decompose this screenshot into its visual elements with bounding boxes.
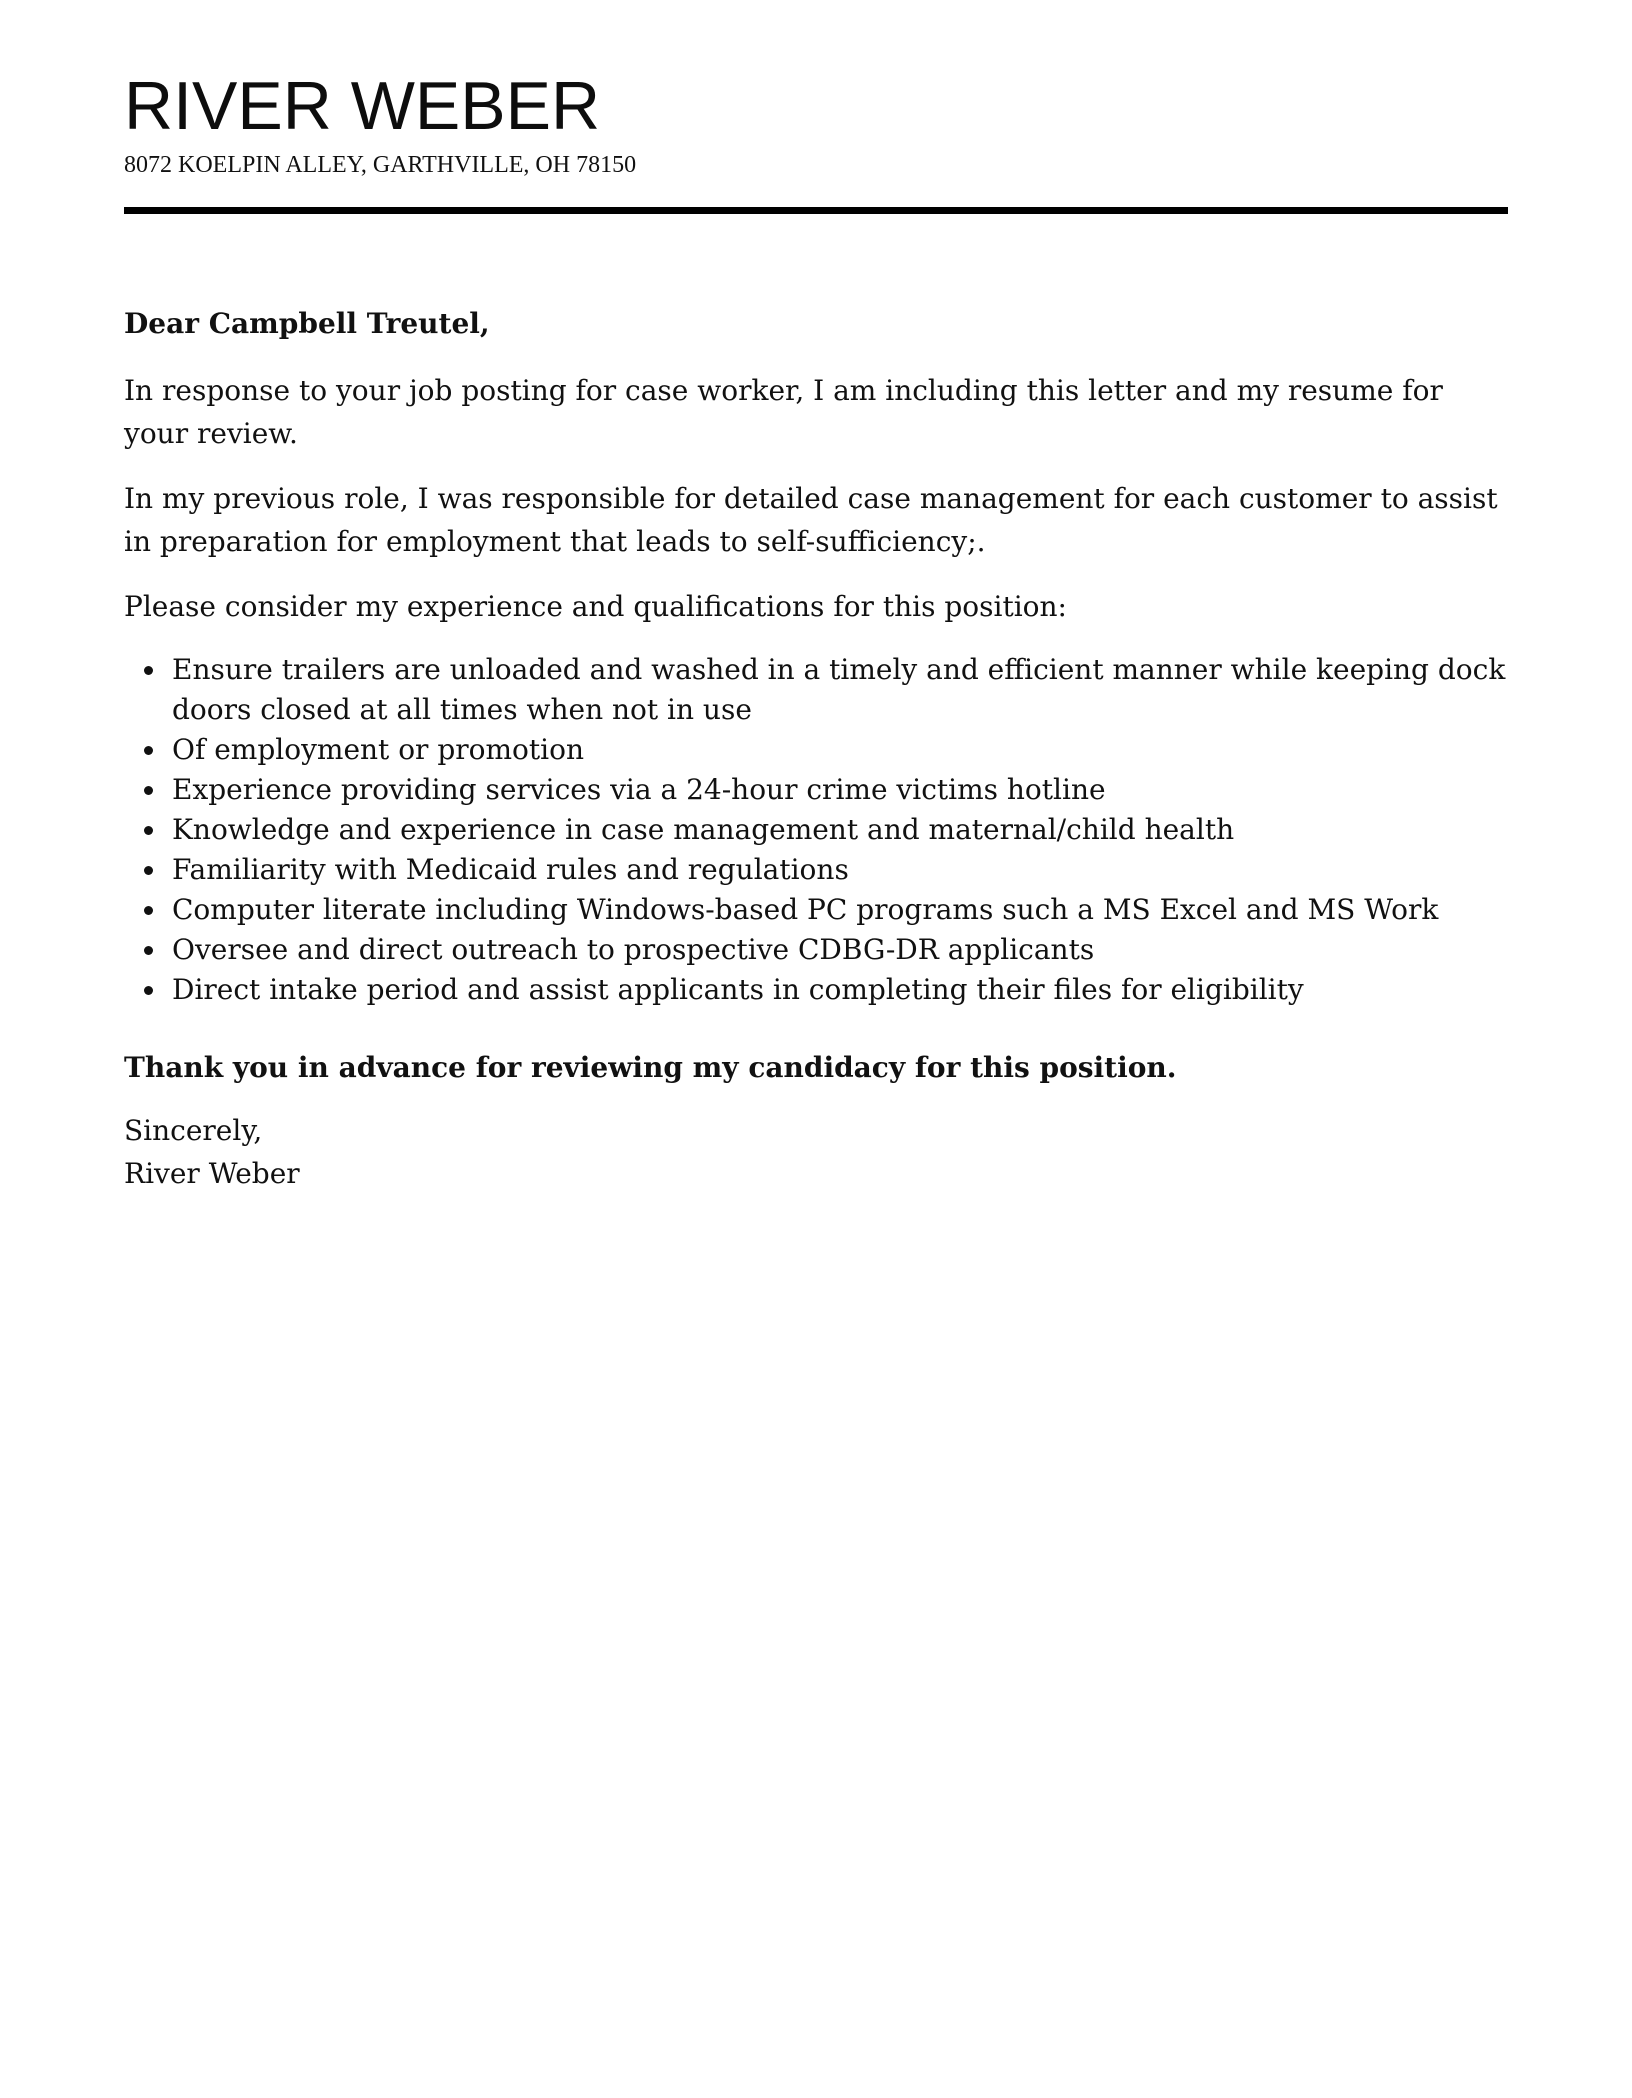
list-item (172, 930, 1508, 970)
bullet-icon (144, 786, 153, 795)
list-item-text: Ensure trailers are unloaded and washed in a timely and efficient manner while keeping dock doors closed at all times when not in use (172, 653, 1506, 726)
list-item (172, 850, 1508, 890)
letter-body (124, 302, 1508, 1195)
list-item-text: Direct intake period and assist applicants in completing their files for eligibility (172, 973, 1304, 1006)
valediction: Sincerely, (124, 1114, 263, 1147)
letter-greeting: Dear Campbell Treutel, (124, 307, 490, 340)
bullet-icon (144, 906, 153, 915)
experience-paragraph: In my previous role, I was responsible for detailed case management for each customer to assist in preparation for employment that leads to self-sufficiency;. (124, 482, 1498, 558)
applicant-address: 8072 KOELPIN ALLEY, GARTHVILLE, OH 78150 (124, 152, 637, 178)
list-item-text: Familiarity with Medicaid rules and regulations (172, 853, 849, 886)
list-item-text: Oversee and direct outreach to prospective CDBG-DR applicants (172, 933, 1095, 966)
list-item (172, 970, 1508, 1010)
bullet-icon (144, 746, 153, 755)
bullet-icon (144, 666, 153, 675)
bullet-icon (144, 866, 153, 875)
bullet-icon (144, 986, 153, 995)
list-item (172, 650, 1508, 730)
list-item (172, 770, 1508, 810)
list-item (172, 890, 1508, 930)
qualifications-list (124, 650, 1508, 1010)
closing-statement: Thank you in advance for reviewing my candidacy for this position. (124, 1051, 1177, 1084)
list-item (172, 810, 1508, 850)
bullet-icon (144, 826, 153, 835)
list-item-text: Knowledge and experience in case management and maternal/child health (172, 813, 1235, 846)
list-item-text: Experience providing services via a 24-hour crime victims hotline (172, 773, 1106, 806)
list-item-text: Computer literate including Windows-based PC programs such a MS Excel and MS Work (172, 893, 1439, 926)
signature-name: River Weber (124, 1157, 300, 1190)
applicant-name: RIVER WEBER (124, 68, 601, 144)
qualifications-lead-in: Please consider my experience and qualifications for this position: (124, 590, 1067, 623)
list-item-text: Of employment or promotion (172, 733, 585, 766)
header-divider (124, 207, 1508, 214)
intro-paragraph: In response to your job posting for case worker, I am including this letter and my resume for your review. (124, 374, 1443, 450)
bullet-icon (144, 946, 153, 955)
list-item (172, 730, 1508, 770)
